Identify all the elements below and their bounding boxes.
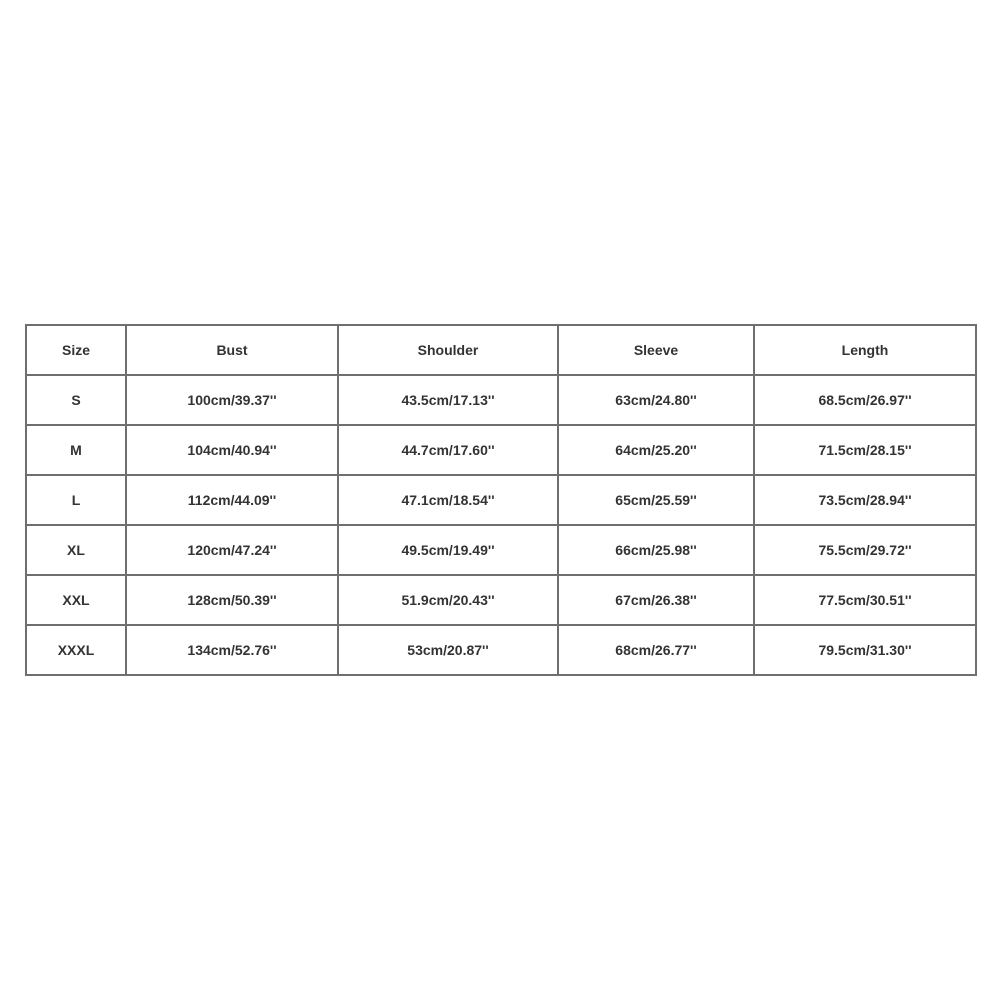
header-row (26, 325, 976, 375)
cell-size: M (26, 425, 126, 475)
header-size: Size (26, 325, 126, 375)
cell-sleeve: 64cm/25.20'' (558, 425, 754, 475)
header-shoulder: Shoulder (338, 325, 558, 375)
cell-shoulder: 47.1cm/18.54'' (338, 475, 558, 525)
cell-bust: 134cm/52.76'' (126, 625, 338, 675)
cell-length: 75.5cm/29.72'' (754, 525, 976, 575)
cell-shoulder: 44.7cm/17.60'' (338, 425, 558, 475)
cell-length: 73.5cm/28.94'' (754, 475, 976, 525)
cell-bust: 128cm/50.39'' (126, 575, 338, 625)
cell-length: 77.5cm/30.51'' (754, 575, 976, 625)
header-bust: Bust (126, 325, 338, 375)
table-row (26, 375, 976, 425)
table-row (26, 575, 976, 625)
cell-size: XL (26, 525, 126, 575)
cell-length: 79.5cm/31.30'' (754, 625, 976, 675)
cell-sleeve: 66cm/25.98'' (558, 525, 754, 575)
cell-size: XXL (26, 575, 126, 625)
cell-bust: 112cm/44.09'' (126, 475, 338, 525)
cell-size: L (26, 475, 126, 525)
cell-sleeve: 67cm/26.38'' (558, 575, 754, 625)
cell-shoulder: 51.9cm/20.43'' (338, 575, 558, 625)
cell-length: 71.5cm/28.15'' (754, 425, 976, 475)
table-row (26, 525, 976, 575)
table-row (26, 625, 976, 675)
table-row (26, 475, 976, 525)
cell-shoulder: 49.5cm/19.49'' (338, 525, 558, 575)
cell-length: 68.5cm/26.97'' (754, 375, 976, 425)
cell-bust: 120cm/47.24'' (126, 525, 338, 575)
cell-bust: 100cm/39.37'' (126, 375, 338, 425)
cell-sleeve: 68cm/26.77'' (558, 625, 754, 675)
size-chart-table (25, 324, 977, 676)
cell-size: XXXL (26, 625, 126, 675)
cell-shoulder: 43.5cm/17.13'' (338, 375, 558, 425)
header-length: Length (754, 325, 976, 375)
cell-shoulder: 53cm/20.87'' (338, 625, 558, 675)
cell-size: S (26, 375, 126, 425)
table-row (26, 425, 976, 475)
cell-sleeve: 63cm/24.80'' (558, 375, 754, 425)
cell-bust: 104cm/40.94'' (126, 425, 338, 475)
cell-sleeve: 65cm/25.59'' (558, 475, 754, 525)
header-sleeve: Sleeve (558, 325, 754, 375)
